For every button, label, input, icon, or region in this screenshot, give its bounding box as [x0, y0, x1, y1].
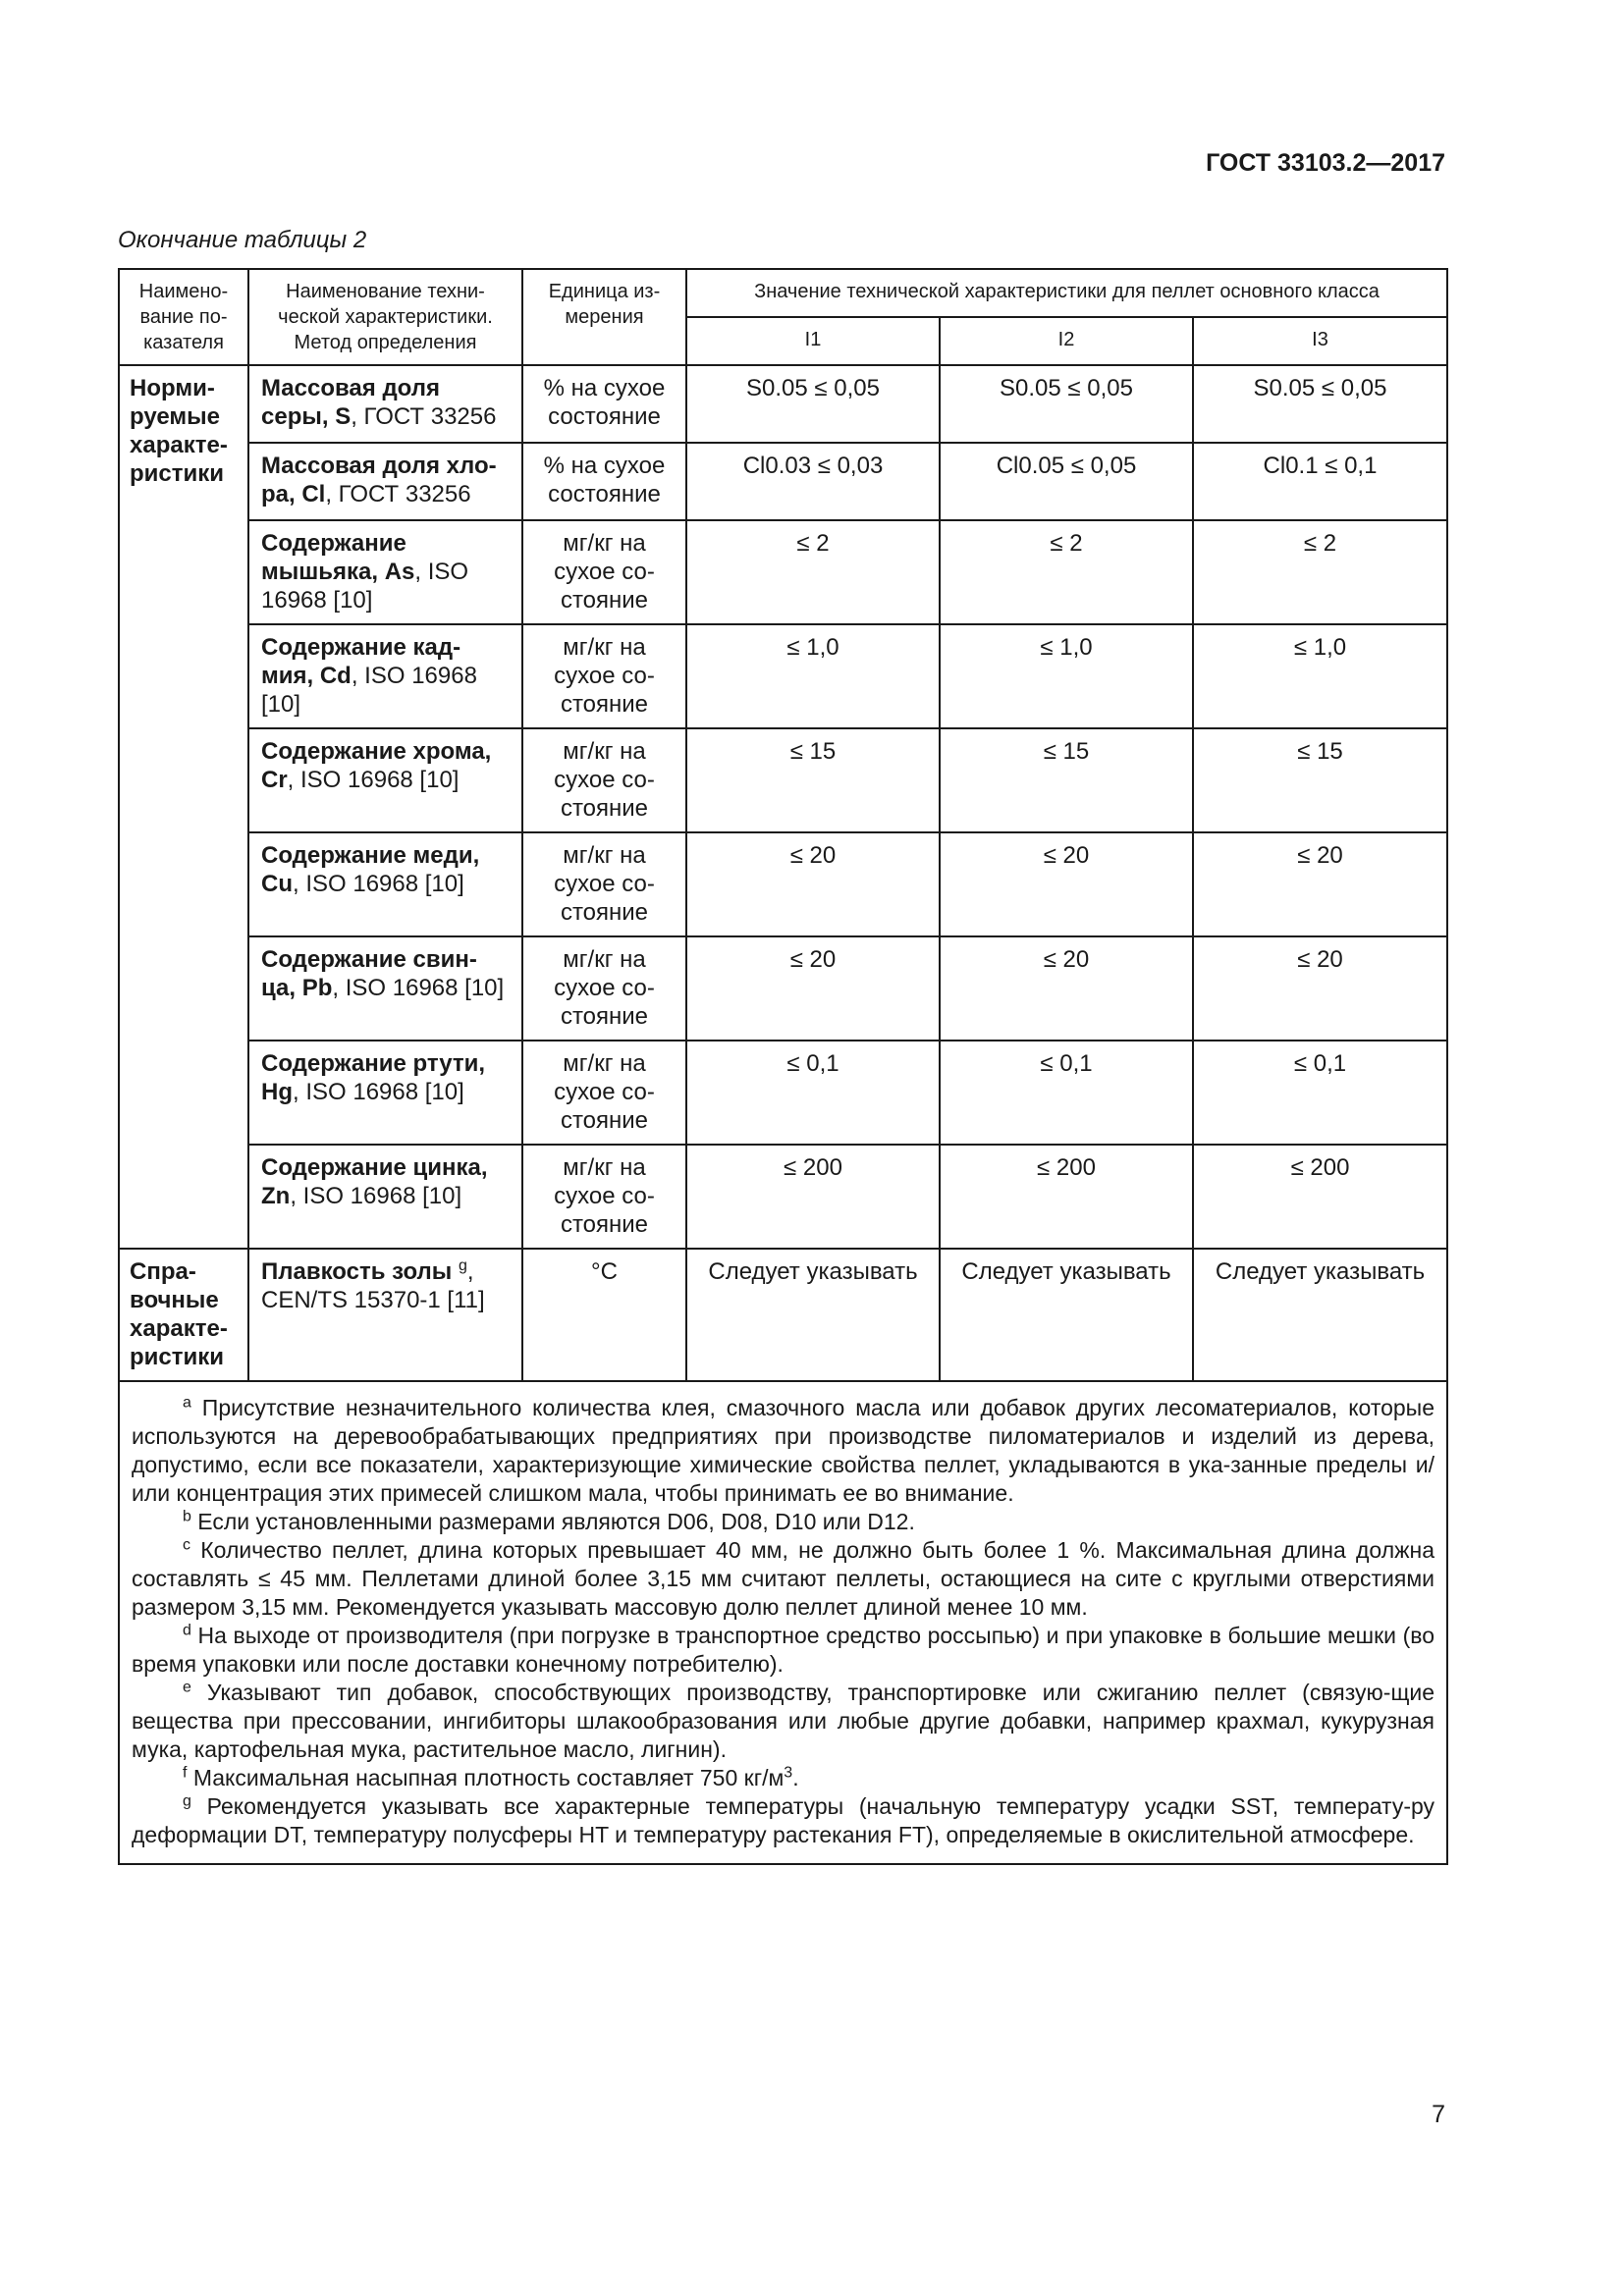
- table-row: [119, 443, 1447, 520]
- value-cell-i1: ≤ 200: [686, 1145, 940, 1249]
- characteristic-method: , ISO 16968 [10]: [332, 975, 505, 1001]
- header-indicator-name: Наимено-вание по-казателя: [119, 269, 248, 365]
- group-label: Норми-руемые характе-ристики: [119, 365, 248, 1249]
- value-cell-i3: ≤ 2: [1193, 520, 1447, 624]
- value-cell-i2: ≤ 2: [940, 520, 1193, 624]
- value-cell-i1: Cl0.03 ≤ 0,03: [686, 443, 940, 520]
- value-cell-i3: Cl0.1 ≤ 0,1: [1193, 443, 1447, 520]
- value-cell-i3: ≤ 15: [1193, 728, 1447, 832]
- characteristic-name: [248, 1249, 522, 1381]
- characteristic-name-bold: Содержание ртути, Hg: [261, 1050, 486, 1105]
- value-cell-i3: ≤ 0,1: [1193, 1041, 1447, 1145]
- table-row: [119, 365, 1447, 443]
- footnote-text: Максимальная насыпная плотность составляет 750 кг/м: [187, 1765, 785, 1790]
- header-unit: Единица из-мерения: [522, 269, 686, 365]
- header-class-i3: I3: [1193, 317, 1447, 365]
- group-label: Спра-вочные характе-ристики: [119, 1249, 248, 1381]
- footnote-mark: g: [183, 1792, 191, 1810]
- value-cell-i2: ≤ 200: [940, 1145, 1193, 1249]
- unit-cell: % на сухое состояние: [522, 443, 686, 520]
- characteristic-name: [248, 1041, 522, 1145]
- characteristic-name-bold: Массовая доля хло-ра, Cl: [261, 453, 497, 507]
- value-cell-i2: ≤ 1,0: [940, 624, 1193, 728]
- value-cell-i3: ≤ 200: [1193, 1145, 1447, 1249]
- characteristic-name: [248, 365, 522, 443]
- unit-cell: мг/кг на сухое со-стояние: [522, 832, 686, 936]
- characteristic-method: , ISO 16968 [10]: [293, 1079, 464, 1105]
- table-row: [119, 728, 1447, 832]
- table-footnotes: [119, 1381, 1447, 1864]
- value-cell-i2: ≤ 20: [940, 832, 1193, 936]
- footnote-text: Указывают тип добавок, способствующих производству, транспортировке или сжиганию пеллет (связую-щие вещества при прессовании, ингибиторы шлакообразования или любые другие добавки, например крахмал, кукурузная мука, картофельная мука, растительное масло, лигнин).: [132, 1680, 1435, 1762]
- page-number: 7: [1432, 2101, 1445, 2128]
- characteristic-name-bold: Содержание кад-мия, Cd: [261, 634, 461, 689]
- value-cell-i3: ≤ 20: [1193, 936, 1447, 1041]
- characteristic-method: , ГОСТ 33256: [325, 481, 471, 507]
- footnote-a: [132, 1394, 1435, 1508]
- header-values-group: Значение технической характеристики для пеллет основного класса: [686, 269, 1447, 317]
- table-row: [119, 1249, 1447, 1381]
- footnote-text: Присутствие незначительного количества клея, смазочного масла или добавок других лесоматериалов, которые используются на деревообрабатывающих предприятиях при производстве пиломатериалов и изделий из дерева, допустимо, если все показатели, характеризующие химические свойства пеллет, укладываются в ука-занные пределы и/или концентрация этих примесей слишком мала, чтобы принимать ее во внимание.: [132, 1395, 1435, 1506]
- footnote-mark: a: [183, 1394, 191, 1412]
- table-row: [119, 520, 1447, 624]
- characteristic-name: [248, 728, 522, 832]
- footnote-f: [132, 1764, 1435, 1792]
- value-cell-i2: S0.05 ≤ 0,05: [940, 365, 1193, 443]
- unit-cell: % на сухое состояние: [522, 365, 686, 443]
- footnote-c: [132, 1536, 1435, 1622]
- characteristic-name-bold: Содержание хрома, Cr: [261, 738, 492, 793]
- unit-cell: мг/кг на сухое со-стояние: [522, 728, 686, 832]
- table-row: [119, 936, 1447, 1041]
- characteristic-name: [248, 443, 522, 520]
- value-cell-i1: ≤ 20: [686, 832, 940, 936]
- unit-cell: мг/кг на сухое со-стояние: [522, 1145, 686, 1249]
- footnote-g: [132, 1792, 1435, 1849]
- footnote-b: [132, 1508, 1435, 1536]
- value-cell-i1: ≤ 0,1: [686, 1041, 940, 1145]
- characteristic-name-bold: Содержание меди, Cu: [261, 842, 480, 897]
- table-caption: Окончание таблицы 2: [118, 227, 367, 253]
- value-cell-i1: ≤ 1,0: [686, 624, 940, 728]
- characteristic-name: [248, 624, 522, 728]
- table-row: [119, 1041, 1447, 1145]
- characteristic-method: , ISO 16968 [10]: [261, 559, 469, 614]
- table-row: [119, 832, 1447, 936]
- characteristic-name-bold: Содержание свин-ца, Pb: [261, 946, 477, 1001]
- footnote-text: Количество пеллет, длина которых превышает 40 мм, не должно быть более 1 %. Максимальная длина должна составлять ≤ 45 мм. Пеллетами длиной более 3,15 мм считают пеллеты, остающиеся на сите с круглыми отверстиями размером 3,15 мм. Рекомендуется указывать массовую долю пеллет длиной менее 10 мм.: [132, 1537, 1435, 1620]
- characteristic-name-bold: Массовая доля серы, S: [261, 375, 440, 430]
- footnote-mark: f: [183, 1764, 188, 1782]
- value-cell-i1: ≤ 2: [686, 520, 940, 624]
- footnote-mark: d: [183, 1622, 191, 1639]
- characteristic-method: , ISO 16968 [10]: [261, 663, 477, 718]
- value-cell-i3: ≤ 1,0: [1193, 624, 1447, 728]
- characteristic-name-bold: Содержание цинка, Zn: [261, 1154, 488, 1209]
- characteristic-method: , ГОСТ 33256: [351, 403, 497, 430]
- value-cell-i2: ≤ 0,1: [940, 1041, 1193, 1145]
- unit-cell: мг/кг на сухое со-стояние: [522, 624, 686, 728]
- header-characteristic-method: Наименование техни-ческой характеристики. Метод определения: [248, 269, 522, 365]
- unit-cell: мг/кг на сухое со-стояние: [522, 520, 686, 624]
- characteristic-name: [248, 520, 522, 624]
- characteristic-name: [248, 936, 522, 1041]
- characteristic-method: , ISO 16968 [10]: [290, 1183, 462, 1209]
- doc-code: ГОСТ 33103.2—2017: [1206, 149, 1445, 177]
- header-class-i2: I2: [940, 317, 1193, 365]
- footnote-mark: e: [183, 1679, 191, 1696]
- footnote-mark: b: [183, 1508, 191, 1525]
- unit-superscript: 3: [784, 1764, 793, 1782]
- characteristic-method: , ISO 16968 [10]: [293, 871, 464, 897]
- value-cell-i2: ≤ 20: [940, 936, 1193, 1041]
- footnote-d: [132, 1622, 1435, 1679]
- characteristic-method: , CEN/TS 15370-1 [11]: [261, 1258, 485, 1313]
- unit-cell: мг/кг на сухое со-стояние: [522, 1041, 686, 1145]
- value-cell-i2: Cl0.05 ≤ 0,05: [940, 443, 1193, 520]
- characteristic-name: [248, 832, 522, 936]
- characteristic-name-bold: Содержание мышьяка, As: [261, 530, 415, 585]
- table-row: [119, 624, 1447, 728]
- spec-table: [118, 268, 1448, 1865]
- footnote-mark: c: [183, 1536, 190, 1554]
- unit-cell: °C: [522, 1249, 686, 1381]
- characteristic-method: , ISO 16968 [10]: [287, 767, 460, 793]
- footnote-text: Если установленными размерами являются D06, D08, D10 или D12.: [190, 1509, 915, 1534]
- value-cell-i1: Следует указывать: [686, 1249, 940, 1381]
- value-cell-i3: Следует указывать: [1193, 1249, 1447, 1381]
- footnote-text: На выходе от производителя (при погрузке в транспортное средство россыпью) и при упаковке в большие мешки (во время упаковки или после доставки конечному потребителю).: [132, 1623, 1435, 1677]
- characteristic-name: [248, 1145, 522, 1249]
- value-cell-i3: ≤ 20: [1193, 832, 1447, 936]
- table-row: [119, 1145, 1447, 1249]
- value-cell-i1: S0.05 ≤ 0,05: [686, 365, 940, 443]
- footnote-text: Рекомендуется указывать все характерные температуры (начальную температуру усадки SST, температу-ру деформации DT, температуру полусферы HT и температуру растекания FT), определяемые в окислительной атмосфере.: [132, 1793, 1435, 1847]
- unit-cell: мг/кг на сухое со-стояние: [522, 936, 686, 1041]
- value-cell-i2: Следует указывать: [940, 1249, 1193, 1381]
- footnote-tail: .: [792, 1765, 799, 1790]
- header-class-i1: I1: [686, 317, 940, 365]
- value-cell-i2: ≤ 15: [940, 728, 1193, 832]
- value-cell-i1: ≤ 20: [686, 936, 940, 1041]
- value-cell-i1: ≤ 15: [686, 728, 940, 832]
- footnote-ref: g: [458, 1257, 467, 1274]
- value-cell-i3: S0.05 ≤ 0,05: [1193, 365, 1447, 443]
- footnote-e: [132, 1679, 1435, 1764]
- characteristic-name-bold: Плавкость золы: [261, 1258, 459, 1285]
